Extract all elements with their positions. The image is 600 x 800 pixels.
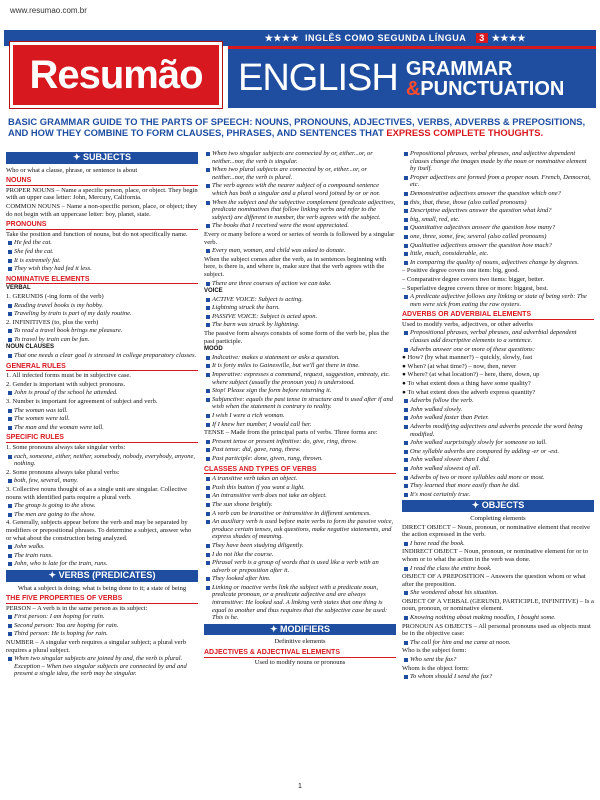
section-caption: Used to modify nouns or pronouns — [254, 658, 346, 666]
example-item: John, who is late for the train, runs. — [6, 560, 198, 568]
example-item: There are three courses of action we can take. — [204, 280, 396, 288]
example-item: Subjunctive: equals the past tense in structure and is used after if and wish when the statement is contrary to reality. — [204, 396, 396, 411]
paragraph: 1. All infected forms must be in subjective case. — [6, 372, 131, 380]
example-item: To travel by train can be fun. — [6, 336, 198, 344]
example-item: Present tense or present infinitive: do, give, ring, throw. — [204, 438, 396, 446]
example-item: Knowing nothing about making noodles, I bought some. — [402, 614, 594, 622]
banner-text: INGLÊS COMO SEGUNDA LÍNGUA — [305, 33, 467, 43]
example-item: Adverbs modifying adjectives and adverbs precede the word being modified. — [402, 423, 594, 438]
section-caption: Completing elements — [470, 514, 526, 522]
paragraph: 2. Some pronouns always take plural verbs: — [6, 468, 120, 476]
example-item: John walked slowest of all. — [402, 465, 594, 473]
example-item: Past participle: done, given, rung, thrown. — [204, 455, 396, 463]
section-heading: THE FIVE PROPERTIES OF VERBS — [6, 595, 198, 604]
paragraph: ● To what extent does a thing have some quality? — [402, 380, 531, 388]
paragraph: 1. Some pronouns always take singular verbs: — [6, 444, 126, 451]
example-item: Push this button if you want a light. — [204, 484, 396, 492]
example-item: Reading travel books is my hobby. — [6, 302, 198, 310]
example-item: little, much, considerable, etc. — [402, 250, 594, 258]
paragraph: 2. Gender is important with subject pronouns. — [6, 380, 126, 388]
example-item: Descriptive adjectives answer the question what kind? — [402, 207, 594, 215]
title-punctuation-line — [406, 79, 565, 99]
paragraph: – Comparative degree covers two items: bigger, better. — [402, 275, 545, 283]
example-item: To read a travel book brings me pleasure. — [6, 327, 198, 335]
example-item: The men are going to the show. — [6, 511, 198, 519]
example-item: First person: I am hoping for rain. — [6, 613, 198, 621]
paragraph: – Positive degree covers one item: big, good. — [402, 267, 520, 275]
example-item: One syllable adverbs are compared by adding -er or -est. — [402, 448, 594, 456]
example-item: He fed the cat. — [6, 239, 198, 247]
paragraph: Who is the subject form: — [402, 647, 467, 655]
paragraph: TENSE – Made from the principal parts of verbs. Three forms are: — [204, 429, 378, 437]
example-item: Prepositional phrases, verbal phrases, and adverbial dependent clauses add descriptive elements to a sentence. — [402, 329, 594, 344]
paragraph: Every or many before a word or series of words is followed by a singular verb. — [204, 230, 395, 246]
example-item: I wish I were a rich woman. — [204, 412, 396, 420]
paragraph: PRONOUN AS OBJECTS – All personal pronouns used as objects must be in the objective case: — [402, 622, 591, 638]
intro-text — [8, 116, 592, 138]
content-columns — [6, 150, 594, 782]
example-item: John walked faster than Peter. — [402, 414, 594, 422]
section-bar: ✦ VERBS (PREDICATES) — [6, 570, 198, 582]
example-item: I have read the book. — [402, 540, 594, 548]
example-item: John walks. — [6, 543, 198, 551]
example-item: Quantitative adjectives answer the question how many? — [402, 224, 594, 232]
paragraph: ● To what extent does the adverb express quantity? — [402, 388, 536, 396]
example-item: That one needs a clear goal is stressed in college preparatory classes. — [6, 352, 198, 360]
paragraph: 3. Number is important for agreement of subject and verb. — [6, 398, 158, 406]
example-item: Past tense: did, gave, rang, threw. — [204, 446, 396, 454]
paragraph: Take the position and function of nouns, but do not specifically name. — [6, 230, 188, 238]
example-item: this, that, these, those (also called pronouns) — [402, 199, 594, 207]
sub-heading: VERBAL — [6, 285, 31, 292]
example-item: It is forty miles to Gainesville, but we'll get there in time. — [204, 362, 396, 370]
paragraph: The passive form always consists of some form of the verb be, plus the past participle. — [204, 330, 389, 345]
example-item: The barn was struck by lightning. — [204, 321, 396, 329]
example-item: Indicative: makes a statement or asks a question. — [204, 354, 396, 362]
example-item: An intransitive verb does not take an object. — [204, 492, 396, 500]
example-item: The women were tall. — [6, 415, 198, 423]
paragraph: When the subject comes after the verb, as in sentences beginning with here, is there is, and where is, make sure that the verb agrees with the subject. — [204, 255, 387, 278]
example-item: John walked surprisingly slowly for someone so tall. — [402, 439, 594, 447]
section-heading: ADVERBS OR ADVERBIAL ELEMENTS — [402, 311, 594, 320]
example-item: It is extremely fat. — [6, 257, 198, 265]
paragraph: PERSON – A verb is in the same person as its subject: — [6, 604, 148, 612]
example-item: The verb agrees with the nearer subject of a compound sentence which has both a singular and a plural word joined by or or nor. — [204, 182, 396, 197]
example-item: The books that I received were the most appreciated. — [204, 222, 396, 230]
title-english: ENGLISH — [238, 57, 398, 99]
example-item: They have been studying diligently. — [204, 542, 396, 550]
title-right — [406, 59, 565, 99]
example-item: An auxiliary verb is used before main verbs to form the passive voice, produce certain tenses, ask questions, make negative statements, and express shades of meaning. — [204, 518, 396, 541]
example-item: PASSIVE VOICE: Subject is acted upon. — [204, 313, 396, 321]
paragraph: 4. Generally, subjects appear before the verb and may be separated by modifiers or prepositional phrases. To determine a subject, answer who or what about the construction being analyzed. — [6, 519, 192, 542]
example-item: The sun shone brightly. — [204, 501, 396, 509]
paragraph: OBJECT OF A PREPOSITION – Answers the question whom or what after the preposition. — [402, 573, 586, 588]
example-item: When the subject and the subjective complement (predicate adjectives, predicate nominatives that follow linking verbs and refer to the subject) are different in number, the verb agrees with the subject. — [204, 199, 396, 222]
paragraph: – Superlative degree covers three or more: biggest, best. — [402, 284, 549, 292]
example-item: They looked after him. — [204, 575, 396, 583]
paragraph: PROPER NOUNS – Name a specific person, place, or object. They begin with an upper case letter: John, Mercury, California. — [6, 186, 198, 202]
column-2 — [204, 150, 396, 782]
example-item: Who sent the fax? — [402, 656, 594, 664]
example-item: both, few, several, many. — [6, 477, 198, 485]
banner-number: 3 — [476, 33, 488, 43]
paragraph: NUMBER – A singular verb requires a singular subject; a plural verb requires a plural subject. — [6, 639, 186, 654]
section-bar-subjects: ✦ SUBJECTS — [6, 152, 198, 164]
paragraph: ● When? (at what time?) – now, then, never — [402, 362, 517, 370]
paragraph: 1. GERUNDS (-ing form of the verb) — [6, 292, 104, 300]
example-item: Imperative: expresses a command, request, suggestion, entreaty, etc. where subject (usually the pronoun you) is understood. — [204, 371, 396, 386]
example-item: When two singular subjects are joined by and, the verb is plural. Exception – When two singular subjects are connected by and and present a single idea, the verb may be singular. — [6, 655, 198, 678]
example-item: John walked slower than I did. — [402, 456, 594, 464]
example-item: Phrasal verb is a group of words that is used like a verb with an adverb or preposition after it. — [204, 559, 396, 574]
example-item: each, someone, either, neither, somebody, nobody, everybody, anyone, nothing. — [6, 453, 198, 468]
example-item: Second person: You are hoping for rain. — [6, 622, 198, 630]
section-title: SUBJECTS — [83, 152, 132, 162]
resumao-logo: Resumão — [10, 42, 222, 108]
example-item: Traveling by train is part of my daily routine. — [6, 310, 198, 318]
example-item: John walked slowly. — [402, 406, 594, 414]
section-title: MODIFIERS — [280, 623, 331, 634]
example-item: When two plural subjects are connected by or, either...or, or neither...nor, the verb is plural. — [204, 166, 396, 181]
example-item: She fed the cat. — [6, 248, 198, 256]
example-item: I do not like the course. — [204, 551, 396, 559]
paragraph: OBJECT OF A VERBAL (GERUND, PARTICIPLE, INFINITIVE) – Is a noun, pronoun, or nominative element. — [402, 597, 594, 613]
section-heading: NOMINATIVE ELEMENTS — [6, 276, 198, 285]
example-item: Linking or inactive verbs link the subject with a predicate noun, predicate pronoun, or a predicate adjective and are always intransitive: He looked sad. A linking verb states that one thing is equal to another and thus requires that the subjective case be used: This is he. — [204, 584, 396, 622]
example-item: The woman was tall. — [6, 407, 198, 415]
paragraph: Whom is the object form: — [402, 664, 469, 672]
example-item: Lightning struck the barn. — [204, 304, 396, 312]
example-item: I read the class the entire book. — [402, 565, 594, 573]
intro-highlight: EXPRESS COMPLETE THOUGHTS. — [386, 127, 544, 138]
banner-stars-left: ★★★★ — [264, 32, 300, 43]
example-item: The train runs. — [6, 552, 198, 560]
section-caption: What a subject is doing; what is being done to it; a state of being — [17, 584, 187, 592]
section-heading: SPECIFIC RULES — [6, 434, 198, 443]
example-item: Stop! Please sign the form before returning it. — [204, 387, 396, 395]
section-bar: ✦ MODIFIERS — [204, 624, 396, 636]
paragraph: ● How? (by what manner?) – quickly, slowly, fast — [402, 354, 533, 362]
title-box — [228, 46, 596, 108]
title-punctuation: PUNCTUATION — [420, 77, 565, 100]
section-title: OBJECTS — [481, 500, 525, 511]
paragraph: INDIRECT OBJECT – Noun, pronoun, or nominative element for or to whom or to what the action in the verb was done. — [402, 548, 589, 563]
example-item: A transitive verb takes an object. — [204, 475, 396, 483]
example-item: They wish they had fed it less. — [6, 265, 198, 273]
example-item: It's most certainly true. — [402, 491, 594, 499]
paragraph: Used to modify verbs, adjectives, or other adverbs — [402, 320, 533, 328]
section-heading: CLASSES AND TYPES OF VERBS — [204, 466, 396, 475]
example-item: If I knew her number, I would call her. — [204, 421, 396, 429]
column-1 — [6, 150, 198, 782]
example-item: Demonstrative adjectives answer the question which one? — [402, 190, 594, 198]
paragraph: COMMON NOUNS – Name a non-specific person, place, or object; they do not begin with an uppercase letter: boy, planet, state. — [6, 202, 197, 218]
example-item: To whom should I send the fax? — [402, 673, 594, 681]
section-title: VERBS (PREDICATES) — [58, 569, 156, 580]
banner-stars-right: ★★★★ — [491, 32, 526, 43]
example-item: big, small, red, etc. — [402, 216, 594, 224]
section-bar: ✦ OBJECTS — [402, 500, 594, 512]
column-3 — [402, 150, 594, 782]
title-grammar: GRAMMAR — [405, 57, 513, 80]
example-item: Adverbs answer one or more of these questions: — [402, 346, 594, 354]
example-item: John is proud of the school he attended. — [6, 389, 198, 397]
example-item: Prepositional phrases, verbal phrases, and adjective dependent clauses change the images made by the noun or nominative element by itself. — [402, 150, 594, 173]
example-item: She wondered about his situation. — [402, 589, 594, 597]
section-heading: ADJECTIVES & ADJECTIVAL ELEMENTS — [204, 649, 396, 658]
section-heading: NOUNS — [6, 177, 198, 186]
example-item: Adverbs of two or more syllables add more or most. — [402, 474, 594, 482]
example-item: They learned that more easily than he did. — [402, 482, 594, 490]
site-url: www.resumao.com.br — [10, 6, 87, 15]
paragraph: 3. Collective nouns thought of as a single unit are singular. Collective nouns with identified parts require a plural verb. — [6, 485, 188, 501]
sub-heading: MOOD — [204, 346, 223, 353]
example-item: The group is going to the show. — [6, 502, 198, 510]
example-item: Qualitative adjectives answer the question how much? — [402, 242, 594, 250]
paragraph: ● Where? (at what location?) – here, there, down, up — [402, 371, 540, 379]
sub-heading: VOICE — [204, 288, 223, 295]
example-item: Every man, woman, and child was asked to donate. — [204, 247, 396, 255]
sub-heading: NOUN CLAUSES — [6, 344, 55, 351]
intro-main: BASIC GRAMMAR GUIDE TO THE PARTS OF SPEECH: NOUNS, PRONOUNS, ADJECTIVES, VERBS, ADVERBS & PREPOSITIONS, AND HOW THEY COMBINE TO FORM CLAUSES, PHRASES, AND SENTENCES THAT — [8, 116, 586, 138]
example-item: In comparing the quality of nouns, adjectives change by degrees. — [402, 259, 594, 267]
paragraph: DIRECT OBJECT – Noun, pronoun, or nominative element that receive the action expressed in the verb. — [402, 523, 591, 539]
example-item: A verb can be transitive or intransitive in different sentences. — [204, 510, 396, 518]
paragraph: 2. INFINITIVES (to, plus the verb) — [6, 318, 99, 326]
example-item: The man and the woman were tall. — [6, 424, 198, 432]
example-item: When two singular subjects are connected by or, either...or, or neither...nor, the verb is singular. — [204, 150, 396, 165]
example-item: Proper adjectives are formed from a proper noun. French, Democrat, etc. — [402, 174, 594, 189]
example-item: one, three, some, few, several (also called pronouns) — [402, 233, 594, 241]
section-caption: Definitive elements — [274, 638, 326, 646]
example-item: ACTIVE VOICE: Subject is acting. — [204, 296, 396, 304]
title-ampersand: & — [405, 77, 421, 100]
section-heading: GENERAL RULES — [6, 363, 198, 372]
header — [4, 30, 596, 108]
example-item: A predicate adjective follows any linking or state of being verb: The men were sick from eating the raw oysters. — [402, 293, 594, 308]
page-number: 1 — [298, 783, 302, 790]
example-item: Adverbs follow the verb. — [402, 397, 594, 405]
paragraph: Who or what a clause, phrase, or sentence is about — [6, 166, 138, 174]
example-item: The call for him and me came at noon. — [402, 639, 594, 647]
section-heading: PRONOUNS — [6, 221, 198, 230]
example-item: Third person: He is hoping for rain. — [6, 630, 198, 638]
